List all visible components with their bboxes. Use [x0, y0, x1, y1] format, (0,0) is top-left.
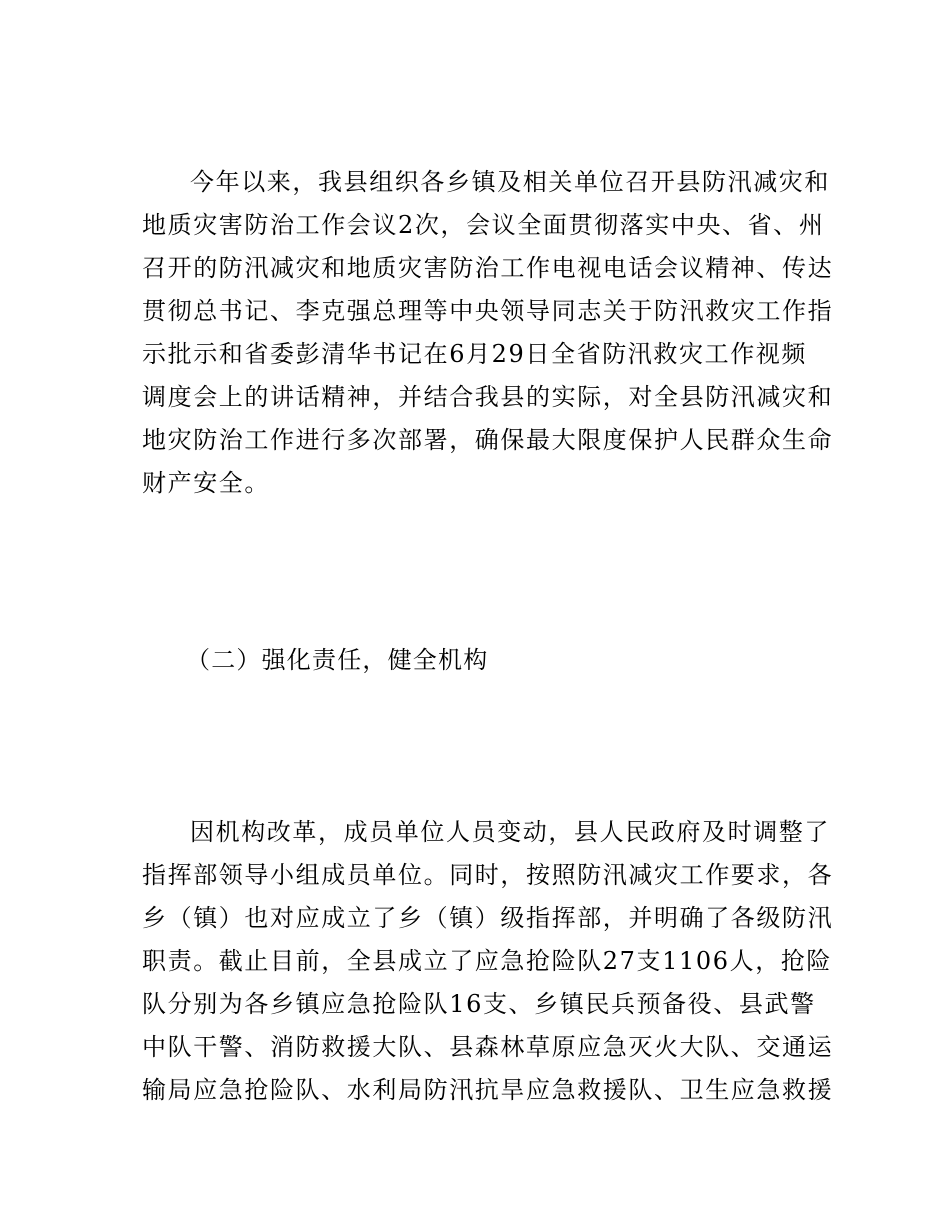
paragraph-1-line: 调度会上的讲话精神，并结合我县的实际，对全县防汛减灾和	[142, 383, 834, 411]
paragraph-2-line: 队分别为各乡镇应急抢险队16支、乡镇民兵预备役、县武警	[142, 990, 816, 1018]
paragraph-2-line: 指挥部领导小组成员单位。同时，按照防汛减灾工作要求，各	[142, 861, 834, 889]
paragraph-1-line: 召开的防汛减灾和地质灾害防治工作电视电话会议精神、传达	[142, 254, 834, 282]
section-heading: （二）强化责任，健全机构	[186, 646, 489, 674]
paragraph-2-line: 中队干警、消防救援大队、县森林草原应急灭火大队、交通运	[142, 1033, 834, 1061]
paragraph-2-line: 乡（镇）也对应成立了乡（镇）级指挥部，并明确了各级防汛	[142, 904, 834, 932]
paragraph-2-line: 输局应急抢险队、水利局防汛抗旱应急救援队、卫生应急救援	[142, 1076, 834, 1104]
paragraph-2-line: 因机构改革，成员单位人员变动，县人民政府及时调整了	[190, 818, 830, 846]
paragraph-1-line: 示批示和省委彭清华书记在6月29日全省防汛救灾工作视频	[142, 340, 808, 368]
paragraph-1-line: 地质灾害防治工作会议2次，会议全面贯彻落实中央、省、州	[142, 211, 825, 239]
paragraph-1-line: 今年以来，我县组织各乡镇及相关单位召开县防汛减灾和	[190, 168, 830, 196]
paragraph-1-line: 财产安全。	[142, 469, 270, 497]
paragraph-2-line: 职责。截止目前，全县成立了应急抢险队27支1106人，抢险	[142, 947, 833, 975]
paragraph-1-line: 贯彻总书记、李克强总理等中央领导同志关于防汛救灾工作指	[142, 297, 834, 325]
paragraph-1-line: 地灾防治工作进行多次部署，确保最大限度保护人民群众生命	[142, 426, 834, 454]
